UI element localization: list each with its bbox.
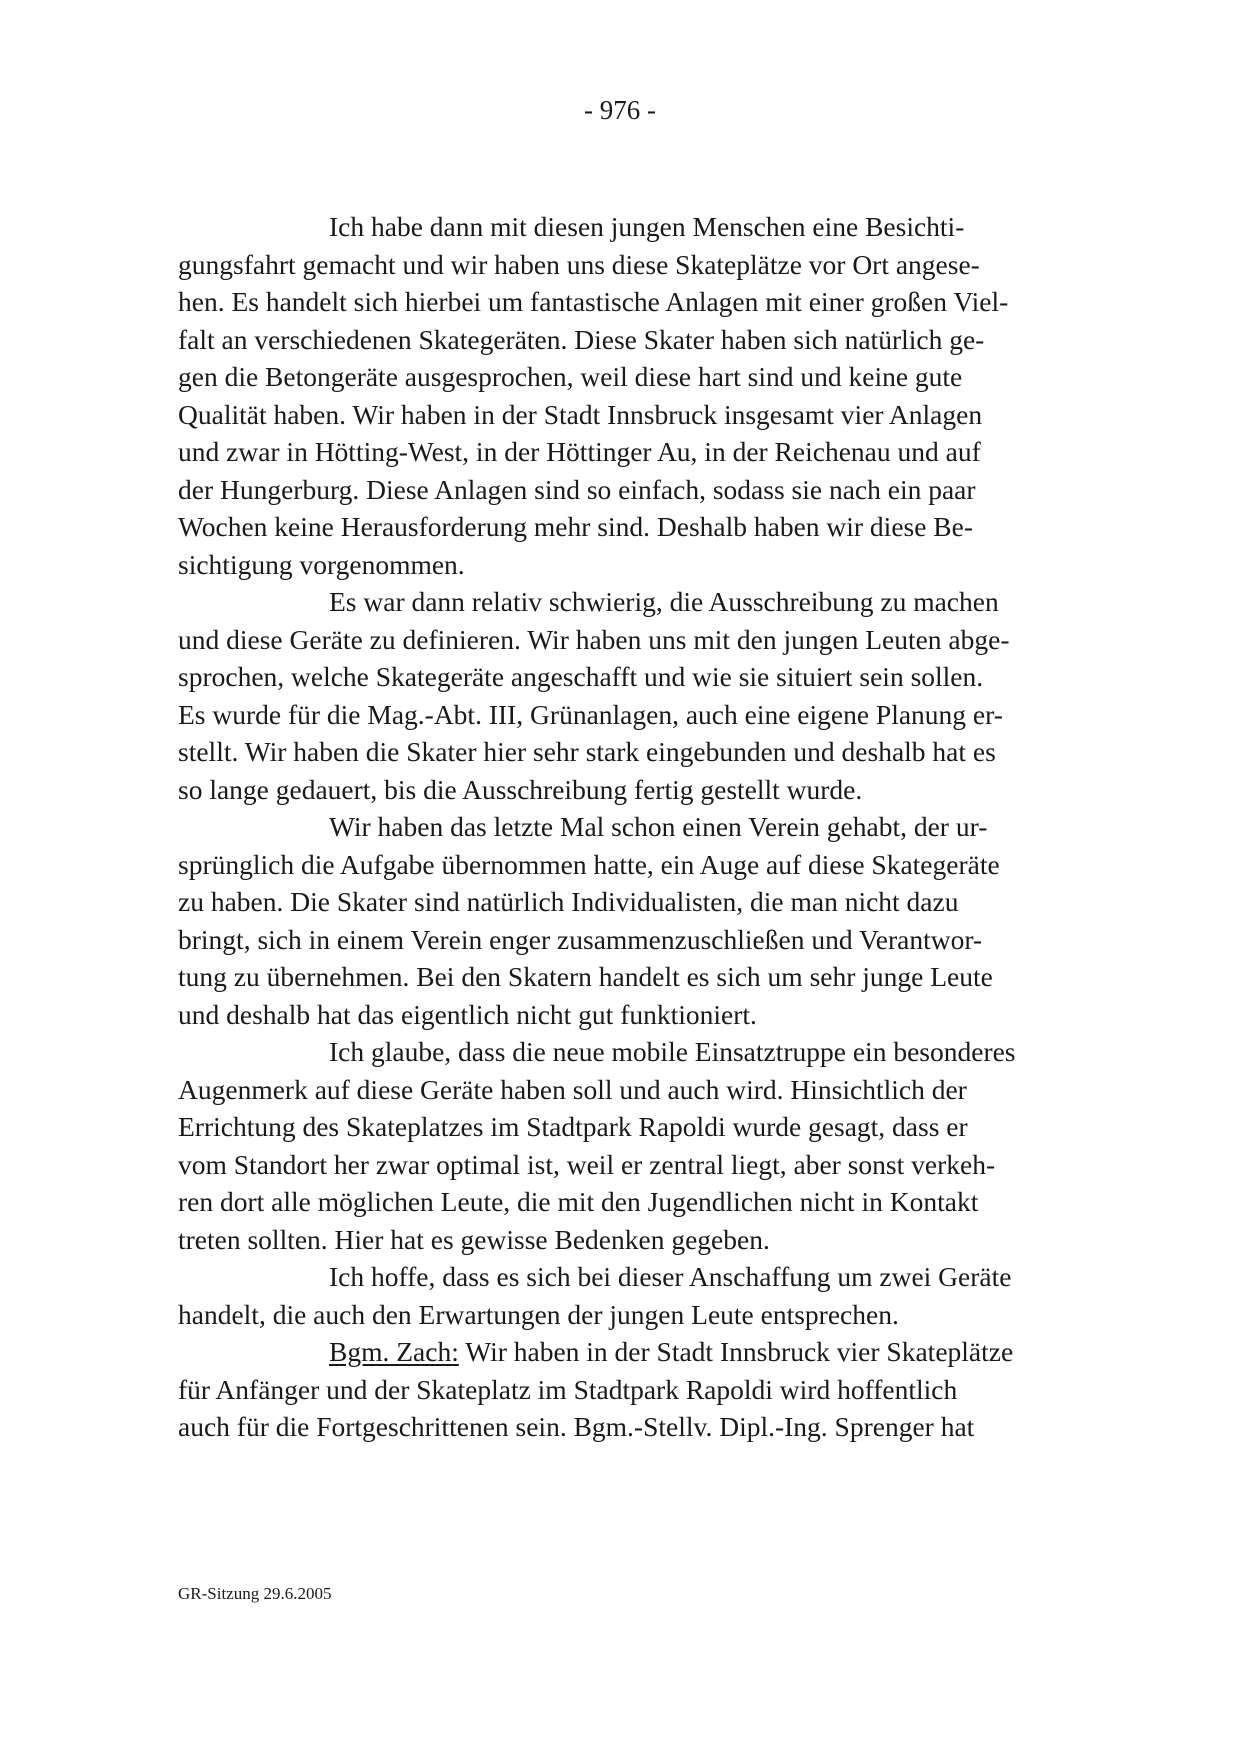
text-line: und diese Geräte zu definieren. Wir haben uns mit den jungen Leuten abge- [178,623,1010,655]
text-line: sprünglich die Aufgabe übernommen hatte, ein Auge auf diese Skategeräte [178,848,1000,880]
text-line: und deshalb hat das eigentlich nicht gut funktioniert. [178,998,757,1030]
text-line: stellt. Wir haben die Skater hier sehr stark eingebunden und deshalb hat es [178,736,996,767]
speaker-name: Bgm. Zach: [329,1336,459,1367]
text-line: Errichtung des Skateplatzes im Stadtpark Rapoldi wurde gesagt, dass er [178,1111,968,1142]
text-line: treten sollten. Hier hat es gewisse Bedenken gegeben. [178,1223,770,1255]
page-number: - 976 - [584,95,656,125]
text-line: für Anfänger und der Skateplatz im Stadtpark Rapoldi wird hoffentlich [178,1373,958,1405]
text-line: ren dort alle möglichen Leute, die mit den Jugendlichen nicht in Kontakt [178,1186,979,1217]
text-line: auch für die Fortgeschrittenen sein. Bgm.-Stellv. Dipl.-Ing. Sprenger hat [178,1411,975,1442]
text-line: so lange gedauert, bis die Ausschreibung fertig gestellt wurde. [178,773,863,805]
text-line: Wir haben das letzte Mal schon einen Verein gehabt, der ur- [329,811,988,842]
text-line: Qualität haben. Wir haben in der Stadt Innsbruck insgesamt vier Anlagen [178,398,983,430]
text-line: Ich glaube, dass die neue mobile Einsatztruppe ein besonderes [329,1036,1016,1067]
text-line: gungsfahrt gemacht und wir haben uns diese Skateplätze vor Ort angese- [178,248,980,280]
speaker-text: Wir haben in der Stadt Innsbruck vier Skateplätze [458,1336,1014,1367]
text-line: hen. Es handelt sich hierbei um fantastische Anlagen mit einer großen Viel- [178,286,1009,317]
text-line: handelt, die auch den Erwartungen der jungen Leute entsprechen. [178,1298,899,1330]
body-text [178,208,1060,1446]
text-line: der Hungerburg. Diese Anlagen sind so einfach, sodass sie nach ein paar [178,473,976,505]
text-line: Augenmerk auf diese Geräte haben soll und auch wird. Hinsichtlich der [178,1073,967,1105]
speaker-line [178,1333,1060,1371]
text-line: und zwar in Hötting-West, in der Höttinger Au, in der Reichenau und auf [178,436,981,467]
text-line: falt an verschiedenen Skategeräten. Diese Skater haben sich natürlich ge- [178,323,985,355]
text-line: sichtigung vorgenommen. [178,548,465,580]
text-line: Ich habe dann mit diesen jungen Menschen eine Besichti- [329,211,965,242]
text-line: vom Standort her zwar optimal ist, weil er zentral liegt, aber sonst verkeh- [178,1148,996,1180]
text-line: gen die Betongeräte ausgesprochen, weil diese hart sind und keine gute [178,361,963,392]
text-line: Es wurde für die Mag.-Abt. III, Grünanlagen, auch eine eigene Planung er- [178,698,1003,730]
footer-session-date: GR-Sitzung 29.6.2005 [178,1584,332,1603]
text-line: Es war dann relativ schwierig, die Ausschreibung zu machen [329,586,999,617]
text-line: bringt, sich in einem Verein enger zusammenzuschließen und Verantwor- [178,923,983,955]
text-line: Wochen keine Herausforderung mehr sind. Deshalb haben wir diese Be- [178,511,974,542]
text-line: sprochen, welche Skategeräte angeschafft und wie sie situiert sein sollen. [178,661,984,692]
text-line: zu haben. Die Skater sind natürlich Individualisten, die man nicht dazu [178,886,959,917]
text-line: Ich hoffe, dass es sich bei dieser Anschaffung um zwei Geräte [329,1261,1012,1292]
text-line: tung zu übernehmen. Bei den Skatern handelt es sich um sehr junge Leute [178,961,993,992]
